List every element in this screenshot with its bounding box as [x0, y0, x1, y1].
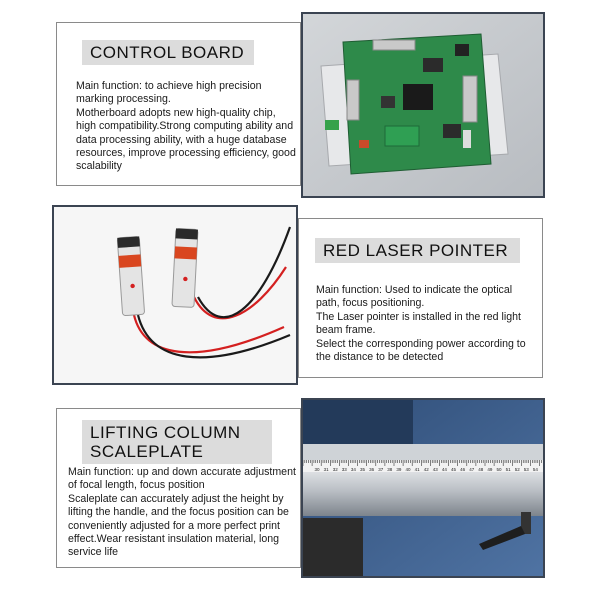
scaleplate-desc-line-2: Scaleplate can accurately adjust the height by lifting the handle, and the focus position can be conveniently adjusted for a more perfect print effect.Wear resistant insulation material, long service life	[68, 492, 289, 559]
scale-number: 54	[532, 467, 538, 472]
scale-number: 42	[423, 467, 429, 472]
scale-number: 37	[378, 467, 384, 472]
laser-pointer-desc-line-3: Select the corresponding power according to the distance to be detected	[316, 337, 526, 364]
scale-number: 35	[359, 467, 366, 472]
scale-number: 36	[369, 467, 375, 472]
scaleplate-desc-line-1: Main function: up and down accurate adjustment of focal length, focus position	[68, 466, 296, 492]
scale-number: 43	[432, 467, 438, 472]
scaleplate-photo	[301, 398, 545, 578]
laser-pointer-description	[316, 284, 536, 364]
scale-number: 40	[405, 467, 411, 472]
scale-number: 44	[441, 467, 447, 472]
scale-number: 52	[514, 467, 520, 472]
laser-pointer-photo	[52, 205, 298, 385]
scale-number: 39	[396, 467, 402, 472]
scale-number: 53	[523, 467, 529, 472]
scale-number: 31	[323, 467, 329, 472]
scale-number: 51	[505, 467, 511, 472]
scaleplate-title	[82, 420, 272, 464]
control-board-photo	[301, 12, 545, 198]
scale-number: 50	[496, 467, 502, 472]
laser-pointer-title: RED LASER POINTER	[315, 238, 520, 263]
control-board-desc-line-2: Motherboard adopts new high-quality chip, high compatibility.Strong computing ability and data processing ability, with a huge database resources, improve processing efficiency, good scalability	[76, 106, 296, 173]
control-board-description	[76, 80, 296, 174]
scaleplate-title-line-2: SCALEPLATE	[90, 442, 204, 461]
scale-number: 47	[469, 467, 475, 472]
laser-pointer-desc-line-1: Main function: Used to indicate the optical path, focus positioning.	[316, 284, 513, 310]
scale-number: 49	[487, 467, 493, 472]
scale-number: 48	[478, 467, 484, 472]
scale-number: 33	[341, 467, 347, 472]
scale-number: 32	[332, 467, 338, 472]
scale-number: 41	[414, 467, 420, 472]
control-board-desc-line-1: Main function: to achieve high precision marking processing.	[76, 80, 262, 106]
scale-number: 34	[350, 467, 356, 472]
scaleplate-description	[68, 466, 296, 560]
scale-number: 46	[460, 467, 466, 472]
control-board-title: CONTROL BOARD	[82, 40, 254, 65]
scale-number: 30	[314, 467, 320, 472]
scale-number: 38	[387, 467, 393, 472]
scaleplate-title-line-1: LIFTING COLUMN	[90, 423, 241, 442]
laser-pointer-desc-line-2: The Laser pointer is installed in the red light beam frame.	[316, 310, 521, 337]
scale-number: 45	[450, 467, 457, 472]
